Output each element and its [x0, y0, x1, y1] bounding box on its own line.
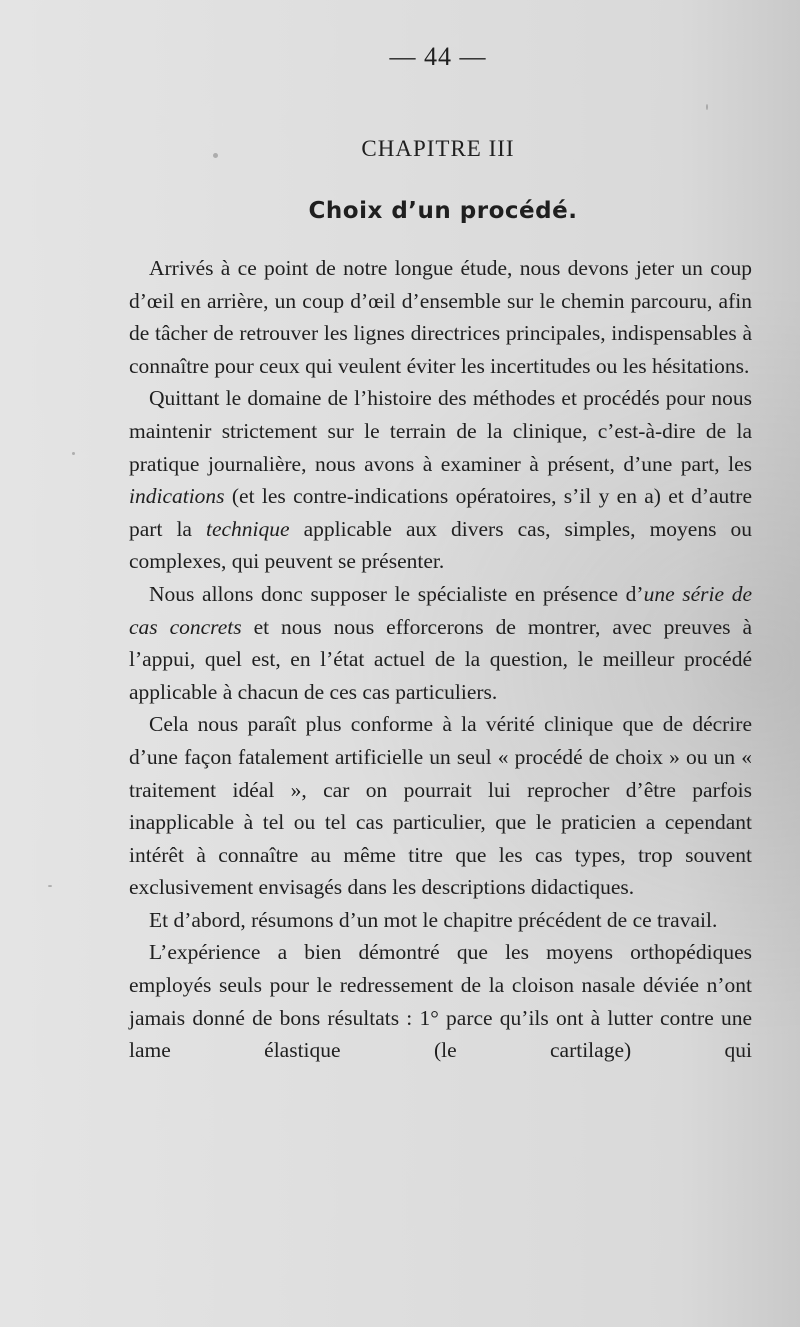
paper-speck: [213, 153, 218, 158]
text-run: applicable aux divers cas, simples, moyens ou complexes, qui peuvent se présenter.: [129, 516, 752, 574]
paragraph: [129, 252, 752, 382]
paragraph: [129, 382, 752, 578]
paragraph: [129, 708, 752, 904]
text-run: L’expérience a bien démontré que les moyens orthopédiques employés seuls pour le redressement de la cloison nasale déviée n’ont jamais donné de bons résultats : 1° parce qu’ils ont à lutter contre une lame élastique (le cartilage) qui: [129, 940, 752, 1063]
text-run: Cela nous paraît plus conforme à la vérité clinique que de décrire d’une façon fatalement artificielle un seul « procédé de choix » ou un « traitement idéal », car on pourrait lui reprocher d’être parfois inapplicable à tel ou tel cas particulier, que le praticien a cependant intérêt à connaître au même titre que les cas types, trop souvent exclusivement envisagés dans les descriptions didactiques.: [129, 712, 752, 900]
section-title: Choix d’un procédé.: [308, 198, 578, 224]
text-run: et nous nous efforcerons de montrer, avec preuves à l’appui, quel est, en l’état actuel de la question, le meilleur procédé applicable à chacun de ces cas particuliers.: [129, 614, 752, 704]
paragraph: [129, 904, 752, 937]
body-text: [129, 252, 752, 1067]
text-run: (et les contre-indications opératoires, s’il y en a) et d’autre part la: [129, 484, 752, 541]
page-number: — 44 —: [389, 42, 487, 71]
italic-text: une série de cas concrets: [129, 581, 752, 639]
italic-text: technique: [206, 516, 290, 541]
paragraph: [129, 936, 752, 1066]
italic-text: indications: [129, 484, 225, 509]
chapter-heading: CHAPITRE III: [361, 136, 515, 161]
text-run: Nous allons donc supposer le spécialiste en présence d’: [149, 581, 644, 606]
paper-speck: [72, 452, 75, 455]
text-run: Arrivés à ce point de notre longue étude, nous devons jeter un coup d’œil en arrière, un coup d’œil d’ensemble sur le chemin parcouru, afin de tâcher de retrouver les lignes directrices principales, indispensables à connaître pour ceux qui veulent éviter les incertitudes ou les hésitations.: [129, 256, 752, 378]
text-run: Et d’abord, résumons d’un mot le chapitre précédent de ce travail.: [149, 907, 718, 932]
paragraph: [129, 578, 752, 708]
paper-speck: [706, 104, 708, 110]
text-run: Quittant le domaine de l’histoire des méthodes et procédés pour nous maintenir strictement sur le terrain de la clinique, c’est-à-dire de la pratique journalière, nous avons à examiner à présent, d’une part, les: [129, 386, 752, 476]
paper-speck: [48, 885, 52, 887]
